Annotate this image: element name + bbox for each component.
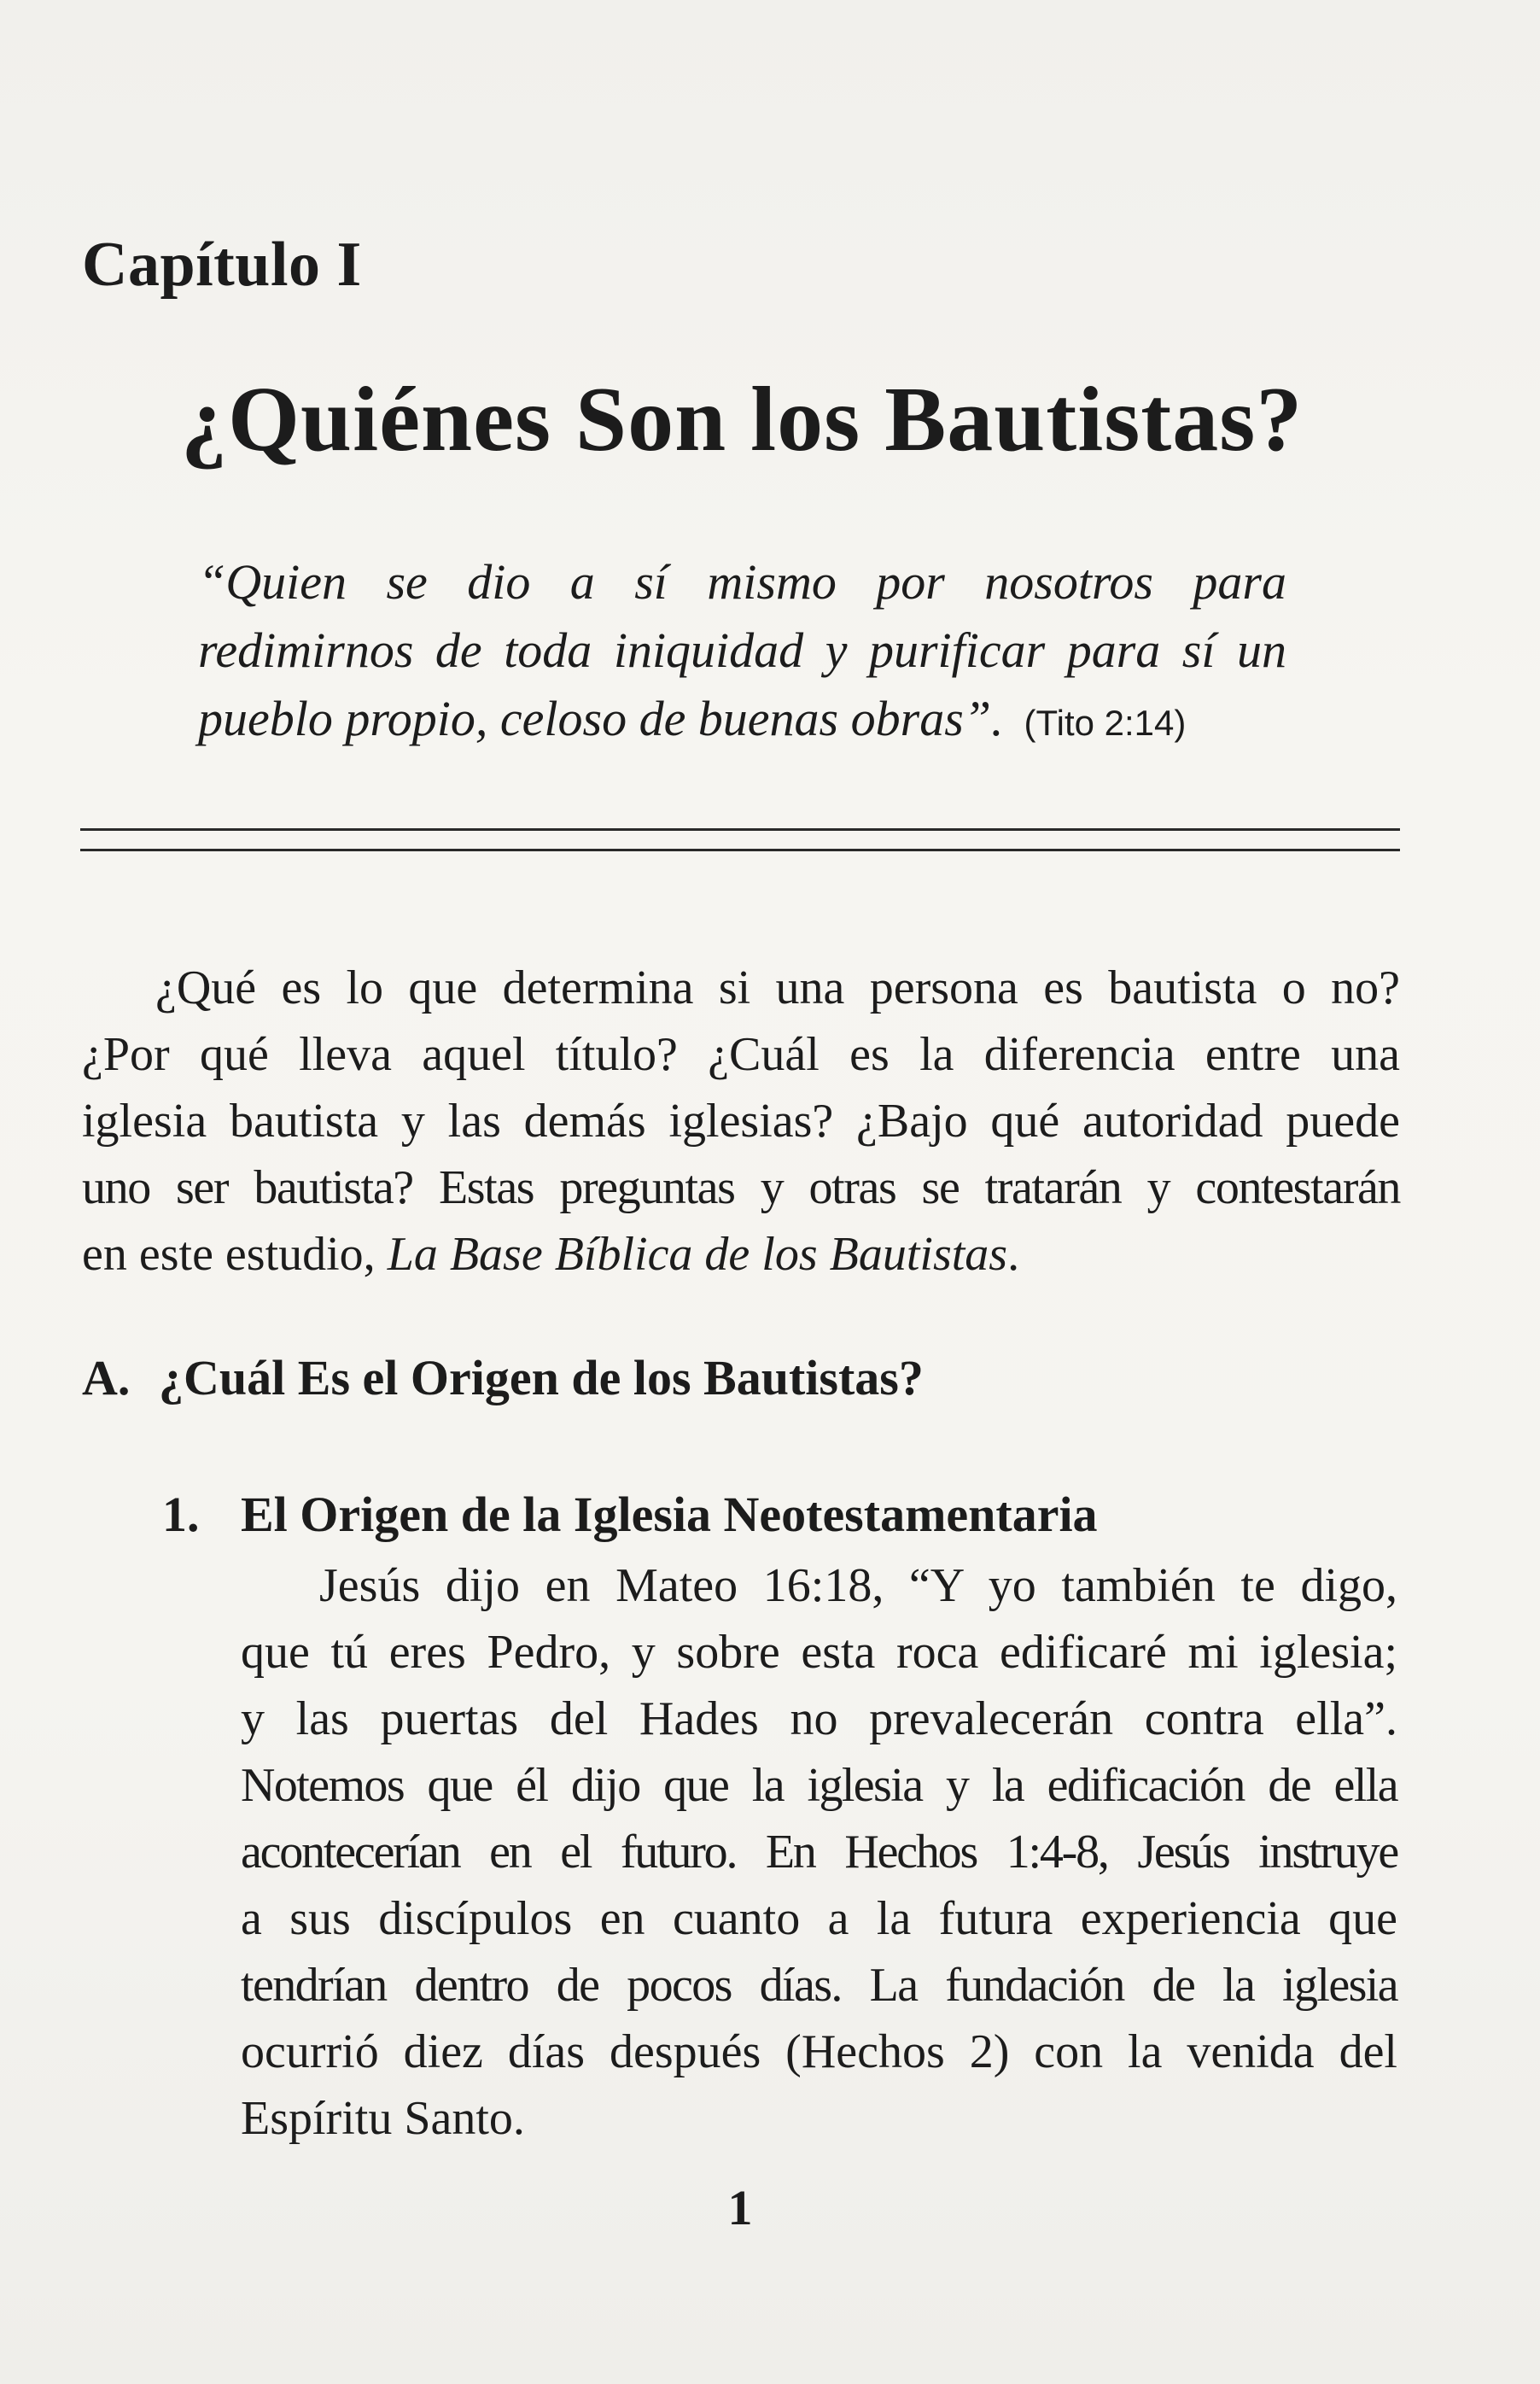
paragraph-end: .: [1007, 1228, 1020, 1281]
epigraph-line: “Quien se dio a sí mismo por nosotros para: [198, 554, 1286, 610]
chapter-title: ¿Quiénes Son los Bautistas?: [181, 369, 1304, 470]
subsection-marker: 1.: [162, 1487, 200, 1542]
divider-rule-bottom: [80, 849, 1400, 851]
section-a-heading: [82, 1349, 924, 1406]
paragraph-line: y las puertas del Hades no prevalecerán contra ella”.: [241, 1692, 1397, 1745]
section-heading-text: ¿Cuál Es el Origen de los Bautistas?: [159, 1350, 924, 1405]
epigraph-line: redimirnos de toda iniquidad y purificar para sí un: [198, 622, 1286, 678]
section-1-heading: [162, 1486, 1098, 1543]
paragraph-line: tendrían dentro de pocos días. La fundación de la iglesia: [241, 1959, 1397, 2012]
book-title-italic: La Base Bíblica de los Bautistas: [387, 1228, 1008, 1281]
divider-rule-top: [80, 828, 1400, 831]
paragraph-line: Jesús dijo en Mateo 16:18, “Y yo también te digo,: [319, 1559, 1397, 1612]
paragraph-line: que tú eres Pedro, y sobre esta roca edificaré mi iglesia;: [241, 1626, 1397, 1679]
paragraph-line: acontecerían en el futuro. En Hechos 1:4-8, Jesús instruye: [241, 1826, 1397, 1879]
epigraph: [198, 548, 1286, 757]
paragraph-line: Espíritu Santo.: [241, 2092, 525, 2145]
paragraph-line: ¿Qué es lo que determina si una persona es bautista o no?: [155, 961, 1400, 1014]
section-1-paragraph: [241, 1552, 1397, 2152]
page-number: 1: [727, 2180, 753, 2235]
subsection-heading-text: El Origen de la Iglesia Neotestamentaria: [241, 1487, 1098, 1542]
paragraph-line: ¿Por qué lleva aquel título? ¿Cuál es la diferencia entre una: [82, 1028, 1400, 1081]
paragraph-line-last: [82, 1221, 1400, 1288]
epigraph-line-last: [198, 685, 1286, 757]
paragraph-line: Notemos que él dijo que la iglesia y la edificación de ella: [241, 1759, 1397, 1812]
paragraph-line: a sus discípulos en cuanto a la futura experiencia que: [241, 1892, 1397, 1945]
intro-paragraph: [82, 955, 1400, 1288]
epigraph-line: pueblo propio, celoso de buenas obras”.: [198, 691, 1004, 746]
paragraph-line: iglesia bautista y las demás iglesias? ¿Bajo qué autoridad puede: [82, 1095, 1400, 1148]
epigraph-reference: (Tito 2:14): [1024, 703, 1187, 743]
chapter-label: Capítulo I: [82, 230, 362, 300]
section-marker: A.: [82, 1350, 131, 1405]
paragraph-line: ocurrió diez días después (Hechos 2) con la venida del: [241, 2025, 1397, 2078]
paragraph-line: uno ser bautista? Estas preguntas y otras se tratarán y contestarán: [82, 1161, 1400, 1214]
paragraph-line: en este estudio,: [82, 1228, 388, 1281]
